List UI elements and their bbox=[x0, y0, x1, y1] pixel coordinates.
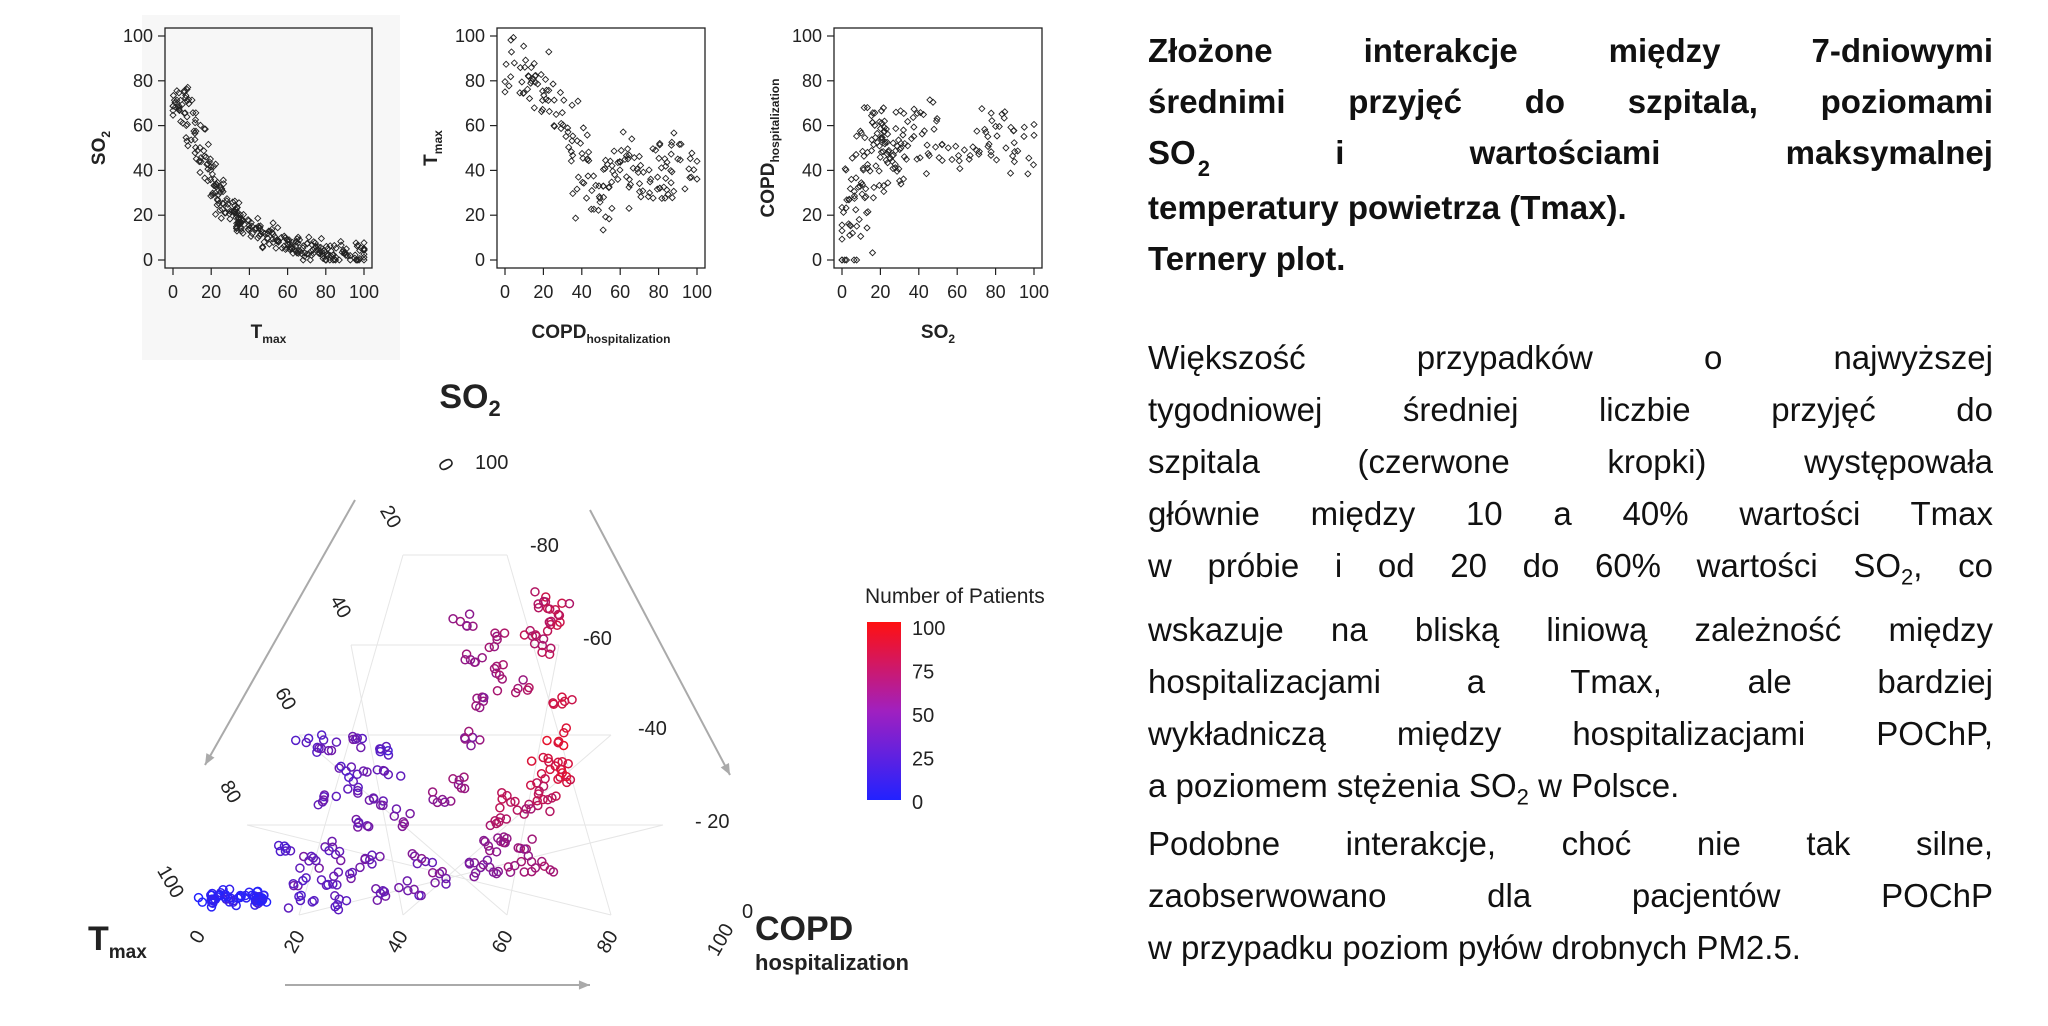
scatter-point bbox=[638, 194, 644, 200]
scatter-point bbox=[559, 110, 565, 116]
x-tick-label: 100 bbox=[348, 282, 380, 302]
scatter-point bbox=[945, 145, 951, 151]
scatter-panel-2 bbox=[421, 26, 712, 346]
scatter-point bbox=[519, 79, 525, 85]
scatter-point bbox=[538, 72, 544, 78]
scatter-point bbox=[573, 215, 579, 221]
scatter-point bbox=[911, 124, 917, 130]
ternary-point bbox=[466, 610, 474, 618]
scatter-point bbox=[1001, 115, 1007, 121]
ternary-point bbox=[494, 867, 502, 875]
scatter-point bbox=[691, 167, 697, 173]
para1-line-5-sub: 2 bbox=[1901, 564, 1914, 590]
scatter-point bbox=[575, 174, 581, 180]
x-tick-label: 80 bbox=[985, 282, 1006, 302]
scatter-panel-1 bbox=[89, 15, 400, 360]
para2-line-2: zaobserwowano dla pacjentów POChP bbox=[1148, 877, 1993, 914]
ternary-point bbox=[528, 757, 536, 765]
scatter-panel-3 bbox=[758, 26, 1049, 346]
scatter-point bbox=[1031, 121, 1037, 127]
scatter-point bbox=[1021, 133, 1027, 139]
ternary-left-tick: 60 bbox=[270, 683, 301, 715]
scatter-point bbox=[956, 153, 962, 159]
x-tick-label: 60 bbox=[610, 282, 631, 302]
x-tick-label: 80 bbox=[315, 282, 336, 302]
ternary-point bbox=[429, 788, 437, 796]
scatter-point bbox=[584, 195, 590, 201]
y-tick-label: 60 bbox=[132, 115, 153, 136]
y-tick-label: 100 bbox=[122, 26, 153, 46]
scatter-point bbox=[862, 135, 868, 141]
ternary-point bbox=[292, 736, 300, 744]
ternary-point bbox=[543, 736, 551, 744]
scatter-point bbox=[646, 167, 652, 173]
scatter-point bbox=[611, 148, 617, 154]
scatter-point bbox=[521, 43, 527, 49]
ternary-point bbox=[519, 676, 527, 684]
title-line-4: temperatury powietrza (Tmax). bbox=[1148, 189, 1627, 226]
scatter-point bbox=[858, 233, 864, 239]
para1-line-8: wykładniczą między hospitalizacjami POChP, bbox=[1148, 714, 1993, 752]
scatter-point bbox=[671, 188, 677, 194]
scatter-point bbox=[1003, 145, 1009, 151]
ternary-point bbox=[431, 879, 439, 887]
scatter-point bbox=[1008, 124, 1014, 130]
x-tick-label: 20 bbox=[533, 282, 554, 302]
scatter-point bbox=[870, 110, 876, 116]
scatter-point bbox=[689, 150, 695, 156]
colorbar-title: Number of Patients bbox=[865, 585, 1045, 608]
scatter-point bbox=[901, 110, 907, 116]
x-tick-label: 60 bbox=[947, 282, 968, 302]
ternary-point bbox=[531, 588, 539, 596]
colorbar-tick-label: 50 bbox=[912, 705, 935, 727]
ternary-grid bbox=[351, 645, 403, 915]
ternary-right-tick: 0 bbox=[742, 901, 754, 923]
y-tick-label: 80 bbox=[132, 70, 153, 91]
x-tick-label: 80 bbox=[648, 282, 669, 302]
para1-line-3: szpitala (czerwone kropki) występowała bbox=[1148, 443, 1993, 480]
ternary-point bbox=[315, 864, 323, 872]
ternary-points bbox=[195, 588, 577, 914]
scatter-point bbox=[668, 151, 674, 157]
x-axis-label: $SO_2$ bbox=[920, 322, 956, 346]
scatter-point bbox=[939, 157, 945, 163]
para1-line-4: głównie między 10 a 40% wartości Tmax bbox=[1148, 495, 1993, 532]
scatter-point bbox=[637, 181, 643, 187]
left-axis-arrow bbox=[205, 500, 355, 765]
scatter-point bbox=[910, 114, 916, 120]
scatter-point bbox=[626, 205, 632, 211]
scatter-point bbox=[869, 113, 875, 119]
para1-line-7: hospitalizacjami a Tmax, ale bardziej bbox=[1148, 662, 1993, 700]
scatter-point bbox=[531, 105, 537, 111]
scatter-point bbox=[931, 126, 937, 132]
para1-line-1: Większość przypadków o najwyższej bbox=[1148, 339, 1993, 376]
scatter-point bbox=[575, 98, 581, 104]
scatter-point bbox=[953, 143, 959, 149]
para1-line-9-sub: 2 bbox=[1516, 784, 1529, 810]
y-tick-label: 60 bbox=[801, 115, 822, 136]
scatter-point bbox=[618, 147, 624, 153]
ternary-point bbox=[465, 727, 473, 735]
colorbar-gradient-bar bbox=[867, 622, 901, 800]
scatter-point bbox=[870, 250, 876, 256]
scatter-point bbox=[1031, 132, 1037, 138]
scatter-point bbox=[503, 61, 509, 67]
ternary-point bbox=[540, 782, 548, 790]
ternary-point bbox=[332, 738, 340, 746]
scatter-point bbox=[636, 153, 642, 159]
scatter-point bbox=[839, 236, 845, 242]
y-tick-label: 80 bbox=[464, 70, 485, 91]
scatter-point bbox=[1011, 159, 1017, 165]
ternary-point bbox=[296, 864, 304, 872]
ternary-point bbox=[560, 729, 568, 737]
ternary-point bbox=[356, 863, 364, 871]
ternary-point bbox=[467, 742, 475, 750]
x-tick-label: 20 bbox=[201, 282, 222, 302]
ternary-bottom-tick: 20 bbox=[279, 926, 310, 958]
scatter-point bbox=[988, 110, 994, 116]
scatter-point bbox=[961, 147, 967, 153]
scatter-point bbox=[694, 176, 700, 182]
ternary-point bbox=[403, 877, 411, 885]
scatter-point bbox=[546, 108, 552, 114]
scatter-point bbox=[994, 157, 1000, 163]
scatter-point bbox=[551, 97, 557, 103]
title-wartosciami: wartościami bbox=[1469, 134, 1661, 171]
scatter-point bbox=[853, 207, 859, 213]
ternary-right-tick: -80 bbox=[530, 535, 559, 557]
scatter-point bbox=[557, 90, 563, 96]
para1-line-5b: , co bbox=[1913, 547, 1993, 584]
scatter-point bbox=[949, 157, 955, 163]
scatter-point bbox=[694, 158, 700, 164]
scatter-point bbox=[1025, 171, 1031, 177]
scatter-point bbox=[979, 106, 985, 112]
scatter-point bbox=[863, 194, 869, 200]
ternary-point bbox=[357, 744, 365, 752]
ternary-point bbox=[528, 835, 536, 843]
scatter-point bbox=[924, 142, 930, 148]
scatter-point bbox=[974, 128, 980, 134]
scatter-point bbox=[876, 168, 882, 174]
ternary-right-tick: - 20 bbox=[695, 811, 730, 833]
scatter-point bbox=[870, 195, 876, 201]
y-tick-label: 40 bbox=[464, 160, 485, 181]
ternary-left-label: $T_{max}$ bbox=[88, 920, 147, 963]
scatter-point bbox=[620, 129, 626, 135]
colorbar-tick-label: 25 bbox=[912, 748, 935, 771]
ternary-top-label: $SO_2$ bbox=[439, 378, 501, 421]
scatter-point bbox=[671, 130, 677, 136]
title-maksymalnej: maksymalnej bbox=[1785, 134, 1993, 171]
ternary-right-label: COPD bbox=[755, 910, 854, 948]
title-block bbox=[1148, 25, 1993, 284]
scatter-point bbox=[600, 227, 606, 233]
ternary-point bbox=[520, 631, 528, 639]
scatter-point bbox=[508, 74, 514, 80]
scatter-point bbox=[994, 133, 1000, 139]
scatter-point bbox=[574, 186, 580, 192]
ternary-bottom-tick: 0 bbox=[185, 926, 211, 948]
y-tick-label: 60 bbox=[464, 115, 485, 136]
ternary-bottom-tick: 100 bbox=[702, 920, 739, 960]
ternary-point bbox=[376, 853, 384, 861]
y-tick-label: 20 bbox=[132, 205, 153, 226]
scatter-point bbox=[502, 89, 508, 95]
title-line-3 bbox=[1148, 127, 1993, 182]
scatter-point bbox=[854, 133, 860, 139]
scatter-point bbox=[905, 119, 911, 125]
paragraph-1 bbox=[1148, 332, 1993, 823]
scatter-point bbox=[543, 76, 549, 82]
scatter-point bbox=[609, 205, 615, 211]
scatter-point bbox=[856, 216, 862, 222]
x-tick-label: 40 bbox=[908, 282, 929, 302]
ternary-point bbox=[524, 686, 532, 694]
x-tick-label: 100 bbox=[1018, 282, 1050, 302]
scatter-point bbox=[570, 191, 576, 197]
scatter-point bbox=[553, 111, 559, 117]
scatter-point bbox=[617, 167, 623, 173]
scatter-point bbox=[956, 158, 962, 164]
scatter-point bbox=[546, 49, 552, 55]
scatter-point bbox=[561, 97, 567, 103]
ternary-point bbox=[413, 860, 421, 868]
scatter-point bbox=[508, 49, 514, 55]
scatter-point bbox=[1010, 153, 1016, 159]
scatter-point bbox=[881, 189, 887, 195]
title-so-sub: 2 bbox=[1197, 156, 1210, 181]
y-tick-label: 20 bbox=[801, 205, 822, 226]
ternary-point bbox=[562, 724, 570, 732]
x-tick-label: 40 bbox=[239, 282, 260, 302]
ternary-point bbox=[344, 785, 352, 793]
y-tick-label: 100 bbox=[791, 26, 822, 46]
ternary-point bbox=[546, 807, 554, 815]
scatter-point bbox=[872, 110, 878, 116]
x-tick-label: 100 bbox=[681, 282, 713, 302]
scatter-point bbox=[854, 223, 860, 229]
title-i: i bbox=[1335, 134, 1345, 171]
scatter-point bbox=[957, 166, 963, 172]
scatter-point bbox=[586, 149, 592, 155]
ternary-point bbox=[392, 805, 400, 813]
scatter-point bbox=[1015, 148, 1021, 154]
scatter-point bbox=[890, 152, 896, 158]
title-so: SO bbox=[1148, 134, 1196, 171]
colorbar-tick-label: 75 bbox=[912, 661, 935, 684]
scatter-point bbox=[523, 57, 529, 63]
y-tick-label: 40 bbox=[801, 160, 822, 181]
ternary-point bbox=[493, 687, 501, 695]
ternary-point bbox=[300, 852, 308, 860]
colorbar-tick-label: 0 bbox=[912, 792, 924, 814]
scatter-point bbox=[577, 140, 583, 146]
ternary-point bbox=[501, 629, 509, 637]
ternary-point bbox=[496, 804, 504, 812]
scatter-point bbox=[1008, 170, 1014, 176]
para2-line-3: w przypadku poziom pyłów drobnych PM2.5. bbox=[1148, 929, 1801, 966]
x-axis-label: $COPD_{hospitalization}$ bbox=[531, 322, 671, 346]
scatter-point bbox=[546, 87, 552, 93]
colorbar bbox=[865, 585, 1045, 814]
scatter-point bbox=[580, 125, 586, 131]
ternary-bottom-tick: 80 bbox=[592, 926, 623, 958]
scatter-point bbox=[589, 188, 595, 194]
ternary-point bbox=[328, 837, 336, 845]
ternary-point bbox=[568, 696, 576, 704]
scatter-point bbox=[663, 175, 669, 181]
ternary-point bbox=[320, 736, 328, 744]
ternary-left-tick: 40 bbox=[325, 591, 356, 623]
ternary-point bbox=[406, 810, 414, 818]
para1-line-5a: w próbie i od 20 do 60% wartości SO bbox=[1148, 547, 1902, 584]
bottom-axis-arrow-head bbox=[579, 980, 590, 989]
scatter-point bbox=[569, 102, 575, 108]
scatter-point bbox=[527, 95, 533, 101]
scatter-point bbox=[859, 191, 865, 197]
y-tick-label: 40 bbox=[132, 160, 153, 181]
ternary-point bbox=[449, 615, 457, 623]
x-tick-label: 0 bbox=[836, 282, 848, 302]
scatter-point bbox=[625, 146, 631, 152]
ternary-point bbox=[513, 806, 521, 814]
ternary-point bbox=[442, 880, 450, 888]
ternary-left-tick: 0 bbox=[432, 454, 458, 476]
x-tick-label: 40 bbox=[571, 282, 592, 302]
para2-line-1: Podobne interakcje, choć nie tak silne, bbox=[1148, 825, 1993, 862]
colorbar-tick-label: 100 bbox=[912, 618, 946, 640]
x-axis-label: $T_{max}$ bbox=[250, 322, 287, 346]
x-tick-label: 0 bbox=[167, 282, 179, 302]
scatter-point bbox=[933, 144, 939, 150]
y-tick-label: 0 bbox=[811, 250, 822, 270]
scatter-point bbox=[923, 171, 929, 177]
para1-line-9b: w Polsce. bbox=[1528, 766, 1680, 804]
scatter-point bbox=[864, 225, 870, 231]
scatter-point bbox=[1011, 140, 1017, 146]
ternary-bottom-tick: 60 bbox=[487, 926, 518, 958]
ternary-right-tick: -60 bbox=[583, 628, 612, 650]
scatter-point bbox=[584, 132, 590, 138]
ternary-right-tick: -40 bbox=[638, 718, 667, 740]
scatter-point bbox=[682, 186, 688, 192]
plot-frame-2 bbox=[497, 28, 705, 268]
y-axis-label: $COPD_{hospitalization}$ bbox=[758, 78, 782, 218]
scatter-point bbox=[989, 118, 995, 124]
y-tick-label: 100 bbox=[454, 26, 485, 46]
para1-line-2: tygodniowej średniej liczbie przyjęć do bbox=[1148, 391, 1993, 428]
scatter-point bbox=[873, 163, 879, 169]
para1-line-5 bbox=[1148, 540, 1993, 604]
ternary-plot bbox=[88, 378, 909, 990]
scatter-point bbox=[655, 174, 661, 180]
scatter-point bbox=[686, 166, 692, 172]
scatter-point bbox=[506, 83, 512, 89]
ternary-right-label-sub: hospitalization bbox=[755, 950, 909, 975]
para1-line-9 bbox=[1148, 760, 1993, 824]
scatter-point bbox=[668, 180, 674, 186]
scatter-point bbox=[1030, 162, 1036, 168]
ternary-point bbox=[284, 904, 292, 912]
scatter-point bbox=[1026, 155, 1032, 161]
ternary-point bbox=[397, 772, 405, 780]
scatter-point bbox=[877, 154, 883, 160]
para1-line-6: wskazuje na bliską liniową zależność między bbox=[1148, 610, 1993, 648]
para1-line-9a: a poziomem stężenia SO bbox=[1148, 766, 1517, 804]
y-tick-label: 20 bbox=[464, 205, 485, 226]
ternary-left-tick: 80 bbox=[215, 776, 246, 808]
title-line-5: Ternery plot. bbox=[1148, 240, 1346, 277]
title-line-2: średnimi przyjęć do szpitala, poziomami bbox=[1148, 83, 1993, 120]
scatter-point bbox=[936, 155, 942, 161]
scatter-point bbox=[862, 195, 868, 201]
y-tick-label: 0 bbox=[474, 250, 485, 270]
x-tick-label: 20 bbox=[870, 282, 891, 302]
x-tick-label: 60 bbox=[277, 282, 298, 302]
scatter-point bbox=[502, 79, 508, 85]
panel-1-background bbox=[142, 15, 400, 360]
y-tick-label: 80 bbox=[801, 70, 822, 91]
ternary-right-tick: 100 bbox=[475, 452, 509, 474]
scatter-point bbox=[1012, 149, 1018, 155]
y-axis-label: $T_{max}$ bbox=[421, 130, 445, 166]
scatter-point bbox=[656, 155, 662, 161]
scatter-point bbox=[550, 81, 556, 87]
ternary-left-tick: 20 bbox=[375, 501, 406, 533]
ternary-bottom-tick: 40 bbox=[382, 926, 413, 958]
paragraph-2 bbox=[1148, 818, 1993, 974]
scatter-point bbox=[1021, 124, 1027, 130]
scatter-point bbox=[511, 60, 517, 66]
y-axis-label: $SO_2$ bbox=[89, 130, 113, 166]
x-tick-label: 0 bbox=[499, 282, 511, 302]
y-tick-label: 0 bbox=[142, 250, 153, 270]
ternary-point bbox=[531, 640, 539, 648]
scatter-point bbox=[893, 126, 899, 132]
scatter-point bbox=[982, 126, 988, 132]
ternary-left-tick: 100 bbox=[152, 862, 189, 902]
scatter-point bbox=[896, 137, 902, 143]
scatter-point bbox=[597, 199, 603, 205]
title-line-1: Złożone interakcje między 7-dniowymi bbox=[1148, 32, 1993, 69]
ternary-point bbox=[347, 763, 355, 771]
scatter-point bbox=[687, 156, 693, 162]
scatter-point bbox=[568, 158, 574, 164]
scatter-point bbox=[629, 136, 635, 142]
